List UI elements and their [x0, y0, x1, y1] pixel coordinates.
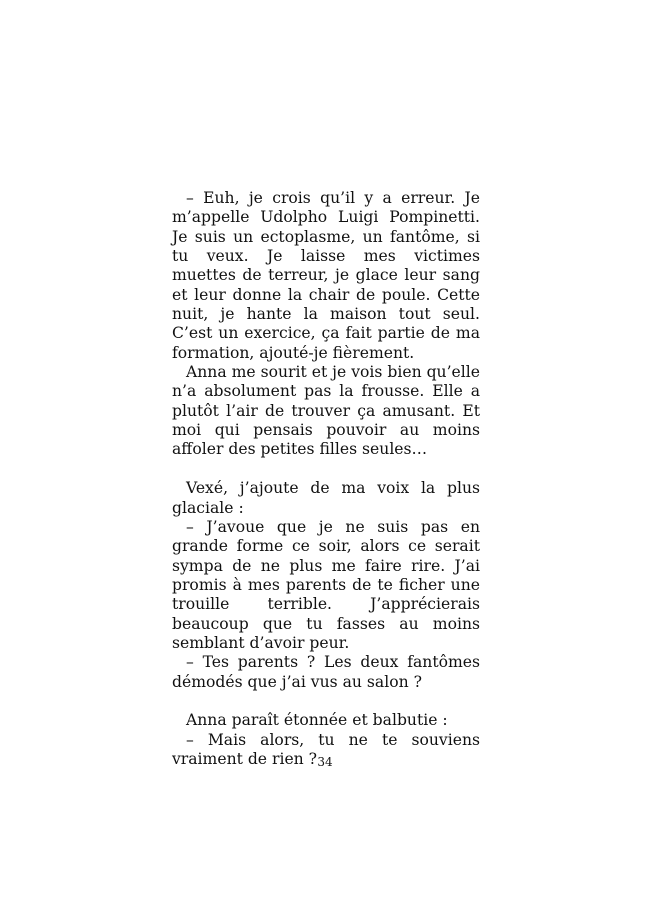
paragraph: Anna me sourit et je vois bien qu’elle n’a absolument pas la frousse. Elle a plutôt l’air de trouver ça amusant. Et moi qui pensais pouvoir au moins affoler des petites filles seules…: [172, 363, 480, 459]
paragraph-spacer: [172, 692, 480, 711]
page-number: 34: [317, 755, 333, 769]
paragraph: – Tes parents ? Les deux fantômes démodés que j’ai vus au salon ?: [172, 653, 480, 691]
body-text: [172, 189, 480, 769]
paragraph: – Euh, je crois qu’il y a erreur. Je m’appelle Udolpho Luigi Pompinetti. Je suis un ectoplasme, un fantôme, si tu veux. Je laisse mes victimes muettes de terreur, je glace leur sang et leur donne la chair de poule. Cette nuit, je hante la maison tout seul. C’est un exercice, ça fait partie de ma formation, ajouté-je fièrement.: [172, 189, 480, 362]
paragraph: – Mais alors, tu ne te souviens vraiment de rien ?: [172, 730, 480, 768]
paragraph: – J’avoue que je ne suis pas en grande forme ce soir, alors ce serait sympa de ne plus me faire rire. J’ai promis à mes parents de te ficher une trouille terrible. J’apprécierais beaucoup que tu fasses au moins semblant d’avoir peur.: [172, 517, 480, 652]
paragraph: Vexé, j’ajoute de ma voix la plus glaciale :: [172, 479, 480, 517]
paragraph: Anna paraît étonnée et balbutie :: [186, 711, 448, 730]
paragraph-spacer: [172, 460, 480, 479]
